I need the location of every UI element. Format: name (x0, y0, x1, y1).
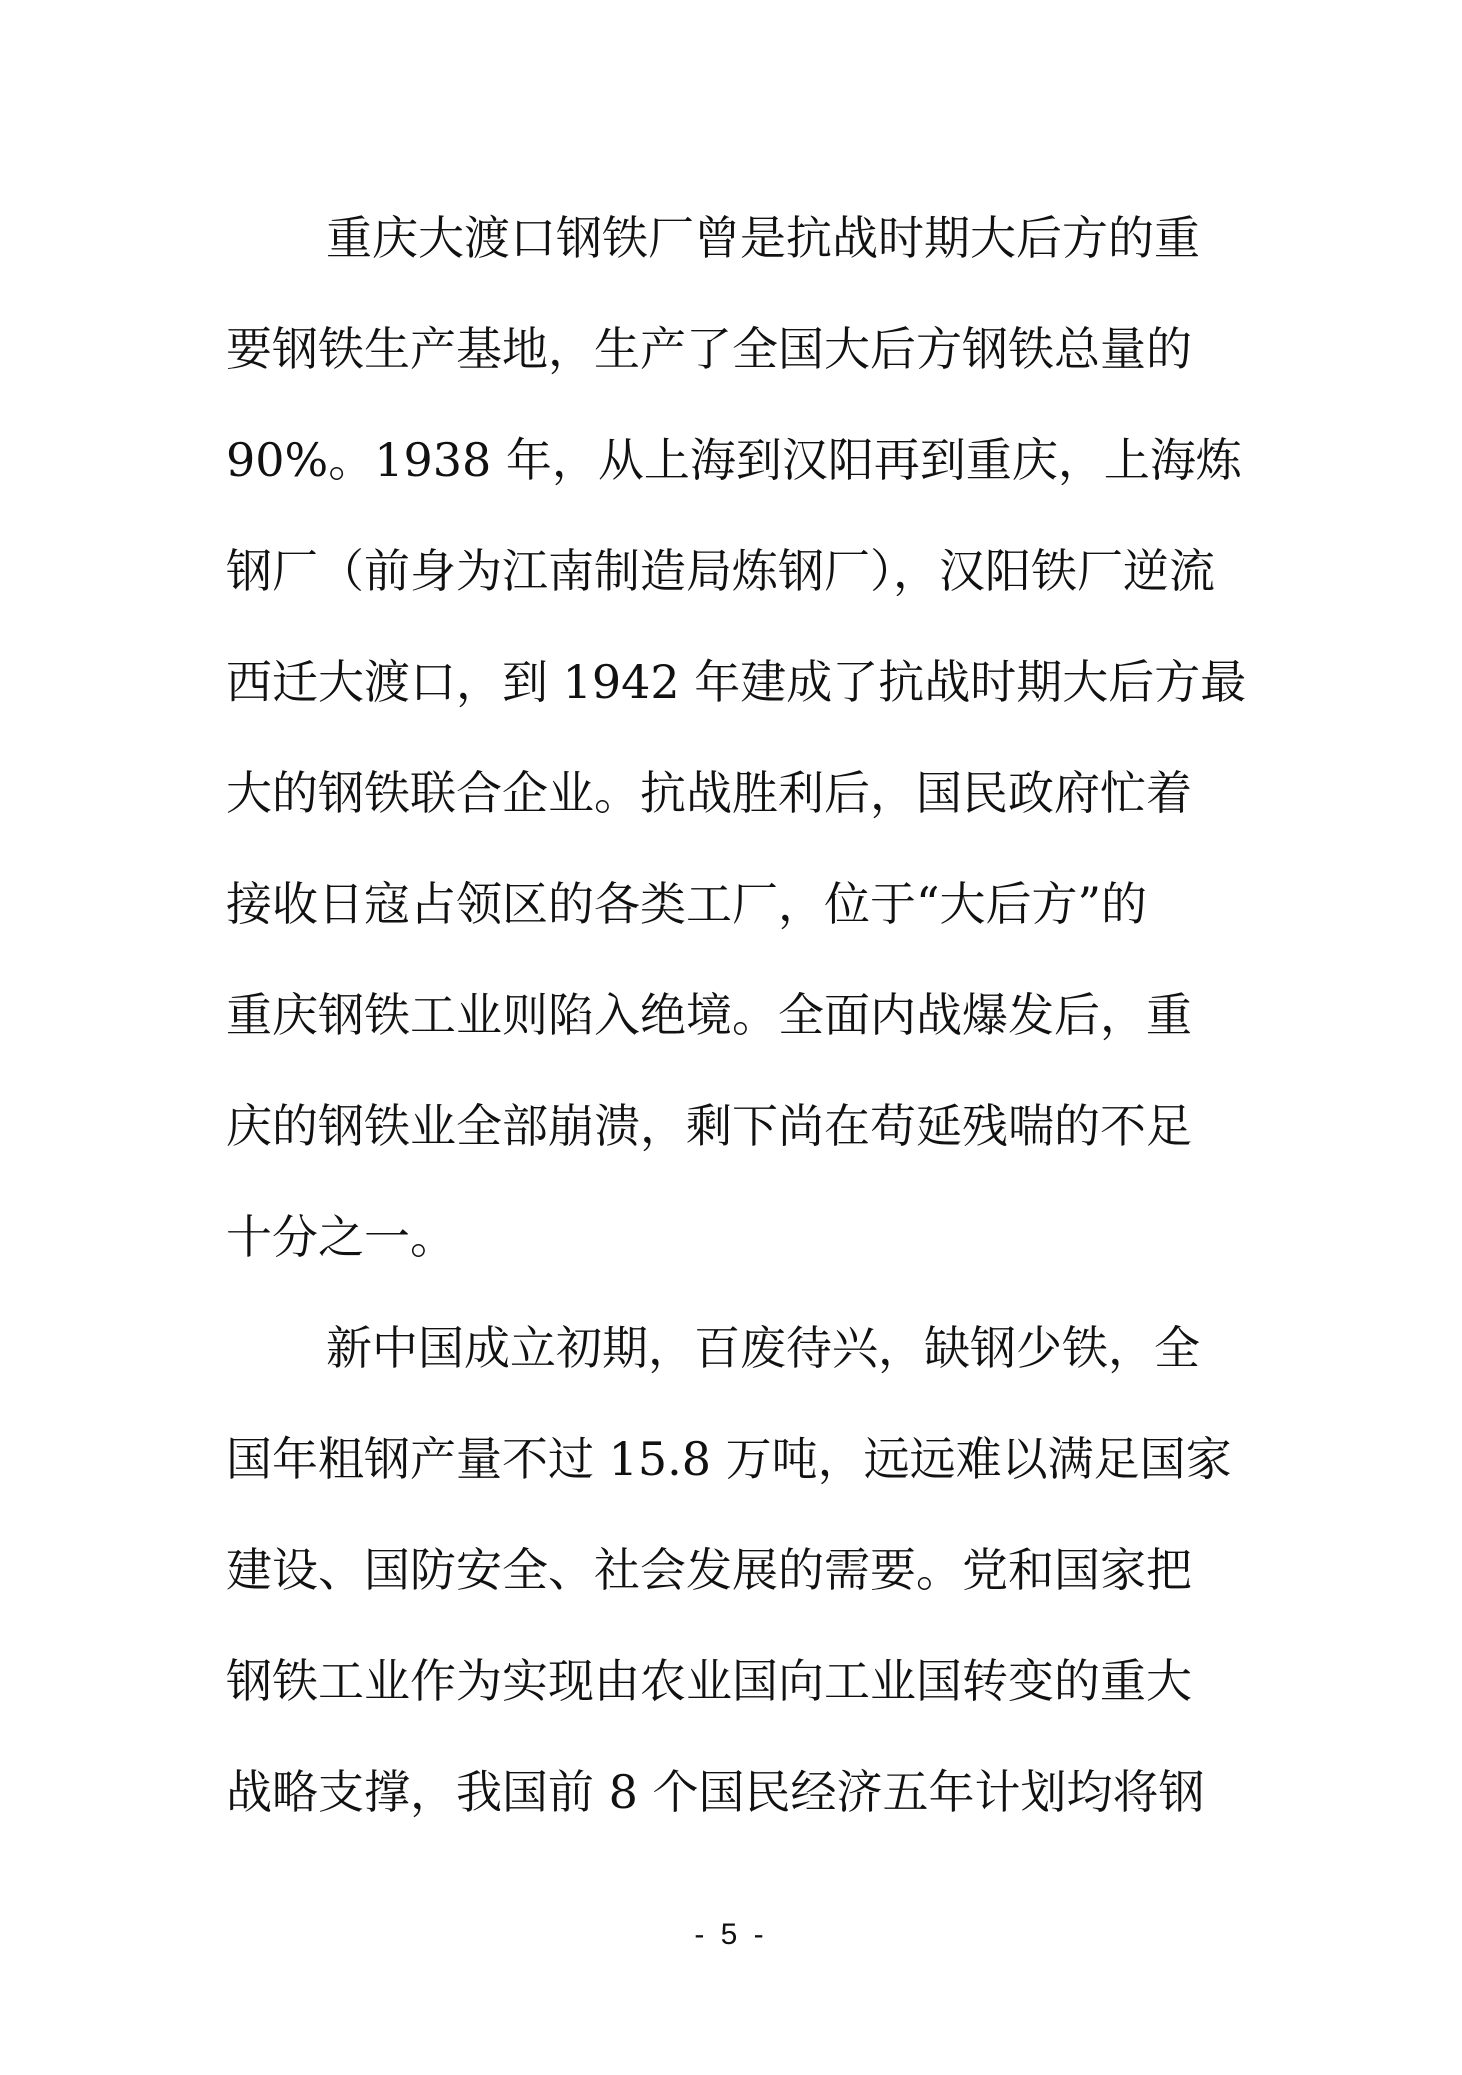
paragraph-2 (226, 1293, 1246, 1848)
paragraph-line: 战略支撑，我国前 8 个国民经济五年计划均将钢 (226, 1765, 1205, 1819)
paragraph-line: 建设、国防安全、社会发展的需要。党和国家把 (226, 1543, 1192, 1597)
paragraph-line: 90%。1938 年，从上海到汉阳再到重庆，上海炼 (226, 433, 1242, 487)
paragraph-1 (226, 183, 1246, 1293)
paragraph-line: 西迁大渡口，到 1942 年建成了抗战时期大后方最 (226, 655, 1247, 709)
paragraph-line: 要钢铁生产基地，生产了全国大后方钢铁总量的 (226, 322, 1192, 376)
paragraph-line: 大的钢铁联合企业。抗战胜利后，国民政府忙着 (226, 766, 1192, 820)
paragraph-line: 国年粗钢产量不过 15.8 万吨，远远难以满足国家 (226, 1432, 1232, 1486)
paragraph-line: 十分之一。 (226, 1210, 456, 1264)
body-text (226, 183, 1246, 1848)
paragraph-line: 重庆钢铁工业则陷入绝境。全面内战爆发后，重 (226, 988, 1192, 1042)
paragraph-line: 新中国成立初期，百废待兴，缺钢少铁，全 (326, 1321, 1200, 1375)
paragraph-line: 钢厂（前身为江南制造局炼钢厂），汉阳铁厂逆流 (226, 544, 1215, 598)
paragraph-line: 庆的钢铁业全部崩溃，剩下尚在苟延残喘的不足 (226, 1099, 1192, 1153)
paragraph-line: 重庆大渡口钢铁厂曾是抗战时期大后方的重 (326, 211, 1200, 265)
paragraph-line: 接收日寇占领区的各类工厂，位于“大后方”的 (226, 877, 1148, 931)
paragraph-line: 钢铁工业作为实现由农业国向工业国转变的重大 (226, 1654, 1192, 1708)
page-number: - 5 - (694, 1918, 768, 1951)
